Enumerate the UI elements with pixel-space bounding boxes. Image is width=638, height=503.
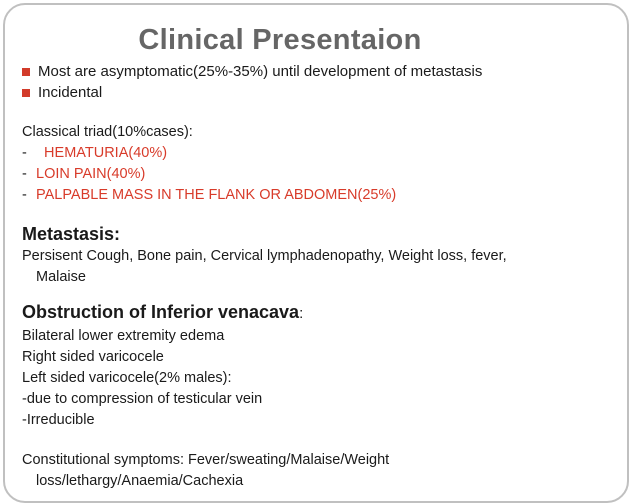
triad-item: [22, 164, 396, 185]
slide-title: Clinical Presentaion: [138, 24, 422, 56]
triad-heading: Classical triad(10%cases):: [22, 124, 193, 140]
intro-bullets: [22, 61, 482, 103]
dash-marker: -: [22, 145, 27, 161]
constitutional-line: loss/lethargy/Anaemia/Cachexia: [36, 473, 244, 489]
bullet-text: Most are asymptomatic(25%-35%) until development of metastasis: [38, 63, 483, 80]
metastasis-line: Malaise: [36, 269, 86, 285]
ivc-line: Bilateral lower extremity edema: [22, 328, 225, 344]
square-bullet-icon: [22, 68, 30, 76]
ivc-line: -due to compression of testicular vein: [22, 391, 263, 407]
metastasis-line: Persisent Cough, Bone pain, Cervical lymphadenopathy, Weight loss, fever,: [22, 248, 507, 264]
ivc-heading-text: Obstruction of Inferior venacava: [22, 302, 300, 322]
ivc-line: Left sided varicocele(2% males):: [22, 370, 232, 386]
ivc-heading: [22, 300, 303, 326]
triad-item-text: HEMATURIA(40%): [36, 145, 168, 161]
ivc-line: -Irreducible: [22, 412, 95, 428]
dash-marker: -: [22, 187, 27, 203]
ivc-heading-colon: :: [299, 305, 304, 322]
bullet-item: [22, 61, 482, 82]
triad-item-text: PALPABLE MASS IN THE FLANK OR ABDOMEN(25%): [36, 187, 397, 203]
ivc-line: Right sided varicocele: [22, 349, 164, 365]
triad-item-text: LOIN PAIN(40%): [36, 166, 146, 182]
triad-item: [22, 185, 396, 206]
constitutional-section: [22, 450, 389, 492]
constitutional-line: Constitutional symptoms: Fever/sweating/Malaise/Weight: [22, 452, 390, 468]
bullet-item: [22, 82, 482, 103]
classical-triad: [22, 122, 396, 206]
dash-marker: -: [22, 166, 27, 182]
square-bullet-icon: [22, 89, 30, 97]
bullet-text: Incidental: [38, 84, 103, 101]
ivc-section: [22, 300, 303, 431]
triad-item: [22, 143, 396, 164]
metastasis-section: [22, 222, 507, 288]
metastasis-heading: Metastasis:: [22, 224, 121, 244]
